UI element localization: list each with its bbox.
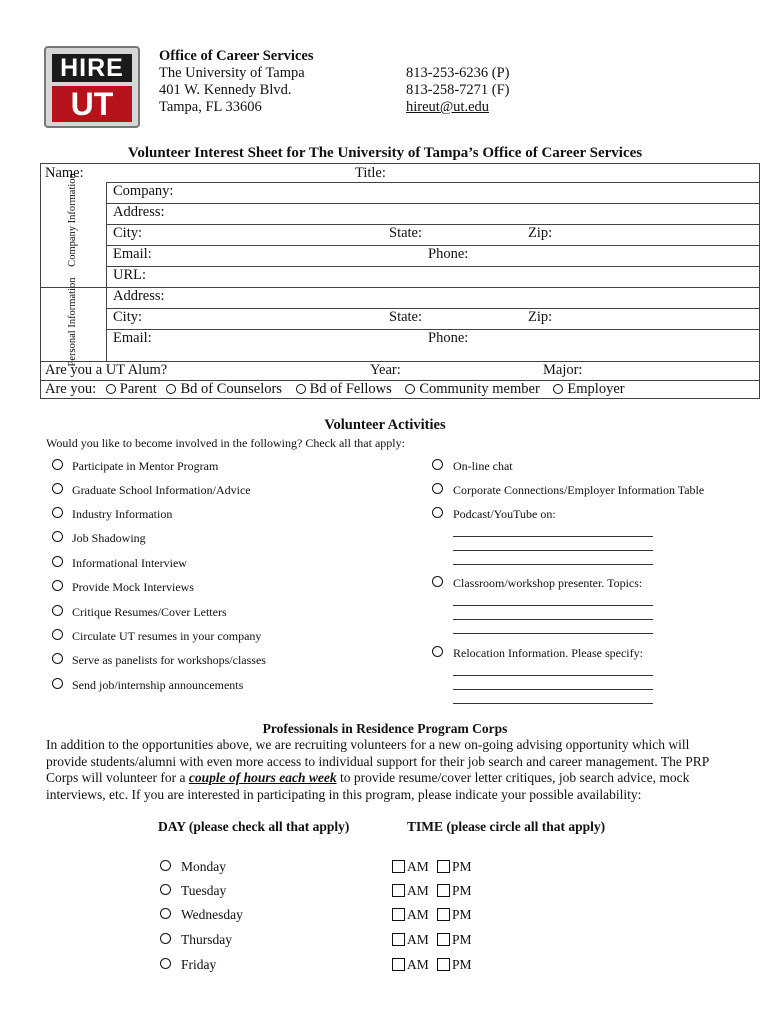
office-name: Office of Career Services: [159, 48, 314, 64]
checkbox-circle-icon[interactable]: [432, 576, 443, 587]
company-state-label[interactable]: State:: [389, 225, 423, 241]
topics-blank-line[interactable]: [453, 605, 653, 606]
day-check-circle-icon[interactable]: [160, 933, 171, 944]
checkbox-circle-icon[interactable]: [432, 483, 443, 494]
option-bd-fellows[interactable]: Bd of Fellows: [309, 381, 392, 397]
personal-city-label[interactable]: City:: [113, 309, 143, 325]
checkbox-circle-icon[interactable]: [52, 459, 63, 470]
logo-top-text: HIRE: [52, 54, 132, 82]
section-divider: [106, 182, 107, 361]
am-label[interactable]: AM: [407, 859, 429, 874]
activity-mock-interviews[interactable]: Provide Mock Interviews: [72, 580, 194, 594]
day-check-circle-icon[interactable]: [160, 860, 171, 871]
radio-circle-icon[interactable]: [106, 384, 116, 394]
office-address: [159, 48, 313, 116]
pm-checkbox-icon[interactable]: [437, 908, 450, 921]
city-state-zip: Tampa, FL 33606: [159, 99, 262, 115]
option-community-member[interactable]: Community member: [419, 381, 540, 397]
are-you-label: Are you:: [45, 381, 97, 397]
am-label[interactable]: AM: [407, 932, 429, 947]
day-monday[interactable]: Monday: [181, 859, 226, 874]
alum-question[interactable]: Are you a UT Alum?: [45, 362, 168, 378]
checkbox-circle-icon[interactable]: [52, 653, 63, 664]
day-check-circle-icon[interactable]: [160, 908, 171, 919]
checkbox-circle-icon[interactable]: [52, 556, 63, 567]
activity-announcements[interactable]: Send job/internship announcements: [72, 678, 244, 692]
relocation-blank-line[interactable]: [453, 703, 653, 704]
personal-email-label[interactable]: Email:: [113, 330, 152, 346]
topics-blank-line[interactable]: [453, 633, 653, 634]
checkbox-circle-icon[interactable]: [432, 507, 443, 518]
day-friday[interactable]: Friday: [181, 957, 217, 972]
checkbox-circle-icon[interactable]: [52, 580, 63, 591]
activity-critique-resumes[interactable]: Critique Resumes/Cover Letters: [72, 605, 227, 619]
activity-circulate-resumes[interactable]: Circulate UT resumes in your company: [72, 629, 262, 643]
prp-title: Professionals in Residence Program Corps: [262, 721, 508, 736]
am-label[interactable]: AM: [407, 883, 429, 898]
contact-info-form: [40, 163, 760, 399]
am-label[interactable]: AM: [407, 907, 429, 922]
email-link[interactable]: hireut@ut.edu: [406, 99, 490, 115]
pm-label[interactable]: PM: [452, 859, 472, 874]
title-label: Title:: [355, 165, 386, 181]
major-label[interactable]: Major:: [543, 362, 583, 378]
company-url-label[interactable]: URL:: [113, 267, 147, 283]
checkbox-circle-icon[interactable]: [432, 646, 443, 657]
pm-label[interactable]: PM: [452, 907, 472, 922]
activities-prompt: Would you like to become involved in the following? Check all that apply:: [46, 436, 405, 450]
name-label: Name:: [45, 165, 84, 181]
activity-classroom-presenter[interactable]: Classroom/workshop presenter. Topics:: [453, 576, 643, 590]
radio-circle-icon[interactable]: [166, 384, 176, 394]
option-parent[interactable]: Parent: [119, 381, 157, 397]
year-label[interactable]: Year:: [370, 362, 401, 378]
radio-circle-icon[interactable]: [405, 384, 415, 394]
activity-informational-interview[interactable]: Informational Interview: [72, 556, 187, 570]
day-thursday[interactable]: Thursday: [181, 932, 232, 947]
am-checkbox-icon[interactable]: [392, 860, 405, 873]
personal-phone-label[interactable]: Phone:: [428, 330, 469, 346]
divider: [106, 266, 759, 267]
hire-ut-logo: [44, 46, 140, 128]
day-check-circle-icon[interactable]: [160, 884, 171, 895]
activity-mentor[interactable]: Participate in Mentor Program: [72, 459, 219, 473]
office-contact: [406, 65, 510, 116]
pm-checkbox-icon[interactable]: [437, 958, 450, 971]
activity-panelists[interactable]: Serve as panelists for workshops/classes: [72, 653, 266, 667]
relocation-blank-line[interactable]: [453, 675, 653, 676]
company-phone-label[interactable]: Phone:: [428, 246, 469, 262]
option-bd-counselors[interactable]: Bd of Counselors: [180, 381, 282, 397]
pm-label[interactable]: PM: [452, 932, 472, 947]
activity-job-shadowing[interactable]: Job Shadowing: [72, 531, 146, 545]
checkbox-circle-icon[interactable]: [52, 483, 63, 494]
podcast-blank-line[interactable]: [453, 564, 653, 565]
prp-text-b: to provide resume/cover letter critiques, job search advice, mock interviews, etc. If you are interested in participating in this program, please indicate your possible availability:: [46, 770, 690, 802]
checkbox-circle-icon[interactable]: [52, 507, 63, 518]
activity-podcast[interactable]: Podcast/YouTube on:: [453, 507, 556, 521]
prp-text-emphasis: couple of hours each week: [188, 770, 337, 785]
option-employer[interactable]: Employer: [567, 381, 625, 397]
form-title: Volunteer Interest Sheet for The University of Tampa’s Office of Career Services: [127, 145, 643, 161]
personal-state-label[interactable]: State:: [389, 309, 423, 325]
company-city-label[interactable]: City:: [113, 225, 143, 241]
divider: [106, 224, 759, 225]
pm-label[interactable]: PM: [452, 883, 472, 898]
checkbox-circle-icon[interactable]: [52, 605, 63, 616]
checkbox-circle-icon[interactable]: [52, 678, 63, 689]
am-label[interactable]: AM: [407, 957, 429, 972]
pm-checkbox-icon[interactable]: [437, 884, 450, 897]
am-checkbox-icon[interactable]: [392, 958, 405, 971]
divider: [106, 308, 759, 309]
relocation-blank-line[interactable]: [453, 689, 653, 690]
radio-circle-icon[interactable]: [553, 384, 563, 394]
company-section-label: Company Information: [67, 173, 78, 267]
company-email-label[interactable]: Email:: [113, 246, 152, 262]
pm-label[interactable]: PM: [452, 957, 472, 972]
company-field-label[interactable]: Company:: [113, 183, 174, 199]
phone-number: 813-253-6236 (P): [406, 65, 510, 81]
podcast-blank-line[interactable]: [453, 550, 653, 551]
fax-number: 813-258-7271 (F): [406, 82, 510, 98]
day-check-circle-icon[interactable]: [160, 958, 171, 969]
university-name: The University of Tampa: [159, 65, 305, 81]
day-tuesday[interactable]: Tuesday: [181, 883, 227, 898]
personal-address-label[interactable]: Address:: [113, 288, 165, 304]
activity-grad-school[interactable]: Graduate School Information/Advice: [72, 483, 251, 497]
day-wednesday[interactable]: Wednesday: [181, 907, 243, 922]
am-checkbox-icon[interactable]: [392, 908, 405, 921]
activity-industry-info[interactable]: Industry Information: [72, 507, 173, 521]
activity-corporate-connections[interactable]: Corporate Connections/Employer Information Table: [453, 483, 705, 497]
activity-online-chat[interactable]: On-line chat: [453, 459, 513, 473]
divider: [106, 182, 759, 183]
podcast-blank-line[interactable]: [453, 536, 653, 537]
prp-description: [46, 737, 726, 803]
am-checkbox-icon[interactable]: [392, 933, 405, 946]
divider: [106, 203, 759, 204]
personal-zip-label[interactable]: Zip:: [528, 309, 553, 325]
day-column-header: DAY (please check all that apply): [158, 819, 350, 834]
street-address: 401 W. Kennedy Blvd.: [159, 82, 292, 98]
radio-circle-icon[interactable]: [296, 384, 306, 394]
pm-checkbox-icon[interactable]: [437, 860, 450, 873]
relationship-options: [45, 381, 625, 398]
checkbox-circle-icon[interactable]: [432, 459, 443, 470]
prp-text-a: In addition to the opportunities above, we are recruiting volunteers for a new on-going advising opportunity which will provide students/alumni with even more access to individual support for their job search and career management. The PRP Corps will volunteer for a: [46, 737, 709, 785]
checkbox-circle-icon[interactable]: [52, 629, 63, 640]
company-zip-label[interactable]: Zip:: [528, 225, 553, 241]
am-checkbox-icon[interactable]: [392, 884, 405, 897]
company-address-label[interactable]: Address:: [113, 204, 165, 220]
logo-bottom-text: UT: [52, 86, 132, 122]
time-column-header: TIME (please circle all that apply): [407, 819, 606, 834]
checkbox-circle-icon[interactable]: [52, 531, 63, 542]
pm-checkbox-icon[interactable]: [437, 933, 450, 946]
activity-relocation[interactable]: Relocation Information. Please specify:: [453, 646, 643, 660]
personal-section-label: Personal Information: [67, 277, 78, 367]
activities-title: Volunteer Activities: [324, 417, 446, 433]
topics-blank-line[interactable]: [453, 619, 653, 620]
